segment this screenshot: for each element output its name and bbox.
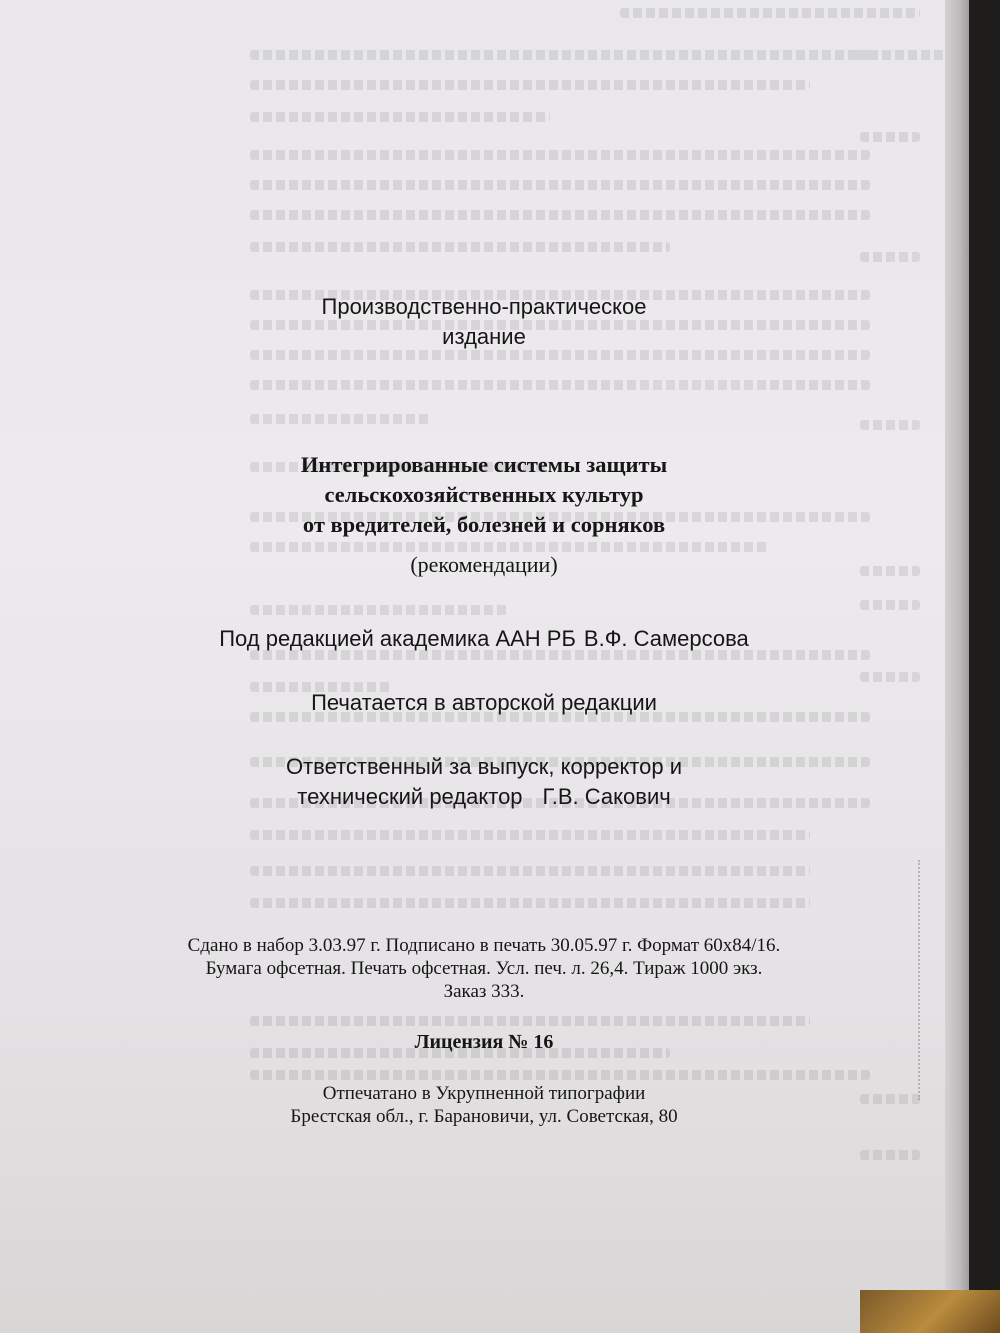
edition-type-line-1: Производственно-практическое xyxy=(321,294,647,319)
edition-type xyxy=(0,292,968,352)
book-title xyxy=(0,450,968,540)
print-note xyxy=(0,688,968,718)
editor-prefix: Под редакцией академика ААН РБ xyxy=(219,626,576,651)
binding-stitch-marks xyxy=(918,860,928,1100)
page-edge xyxy=(945,0,969,1333)
editor-credit xyxy=(0,624,968,654)
imprint-line-2: Бумага офсетная. Печать офсетная. Усл. печ. л. 26,4. Тираж 1000 экз. xyxy=(205,958,763,979)
printer-info xyxy=(0,1082,968,1128)
book-title-line-3: от вредителей, болезней и сорняков xyxy=(302,512,666,537)
responsible-name: Г.В. Сакович xyxy=(542,784,671,809)
imprint-block xyxy=(0,934,968,1003)
editor-name: В.Ф. Самерсова xyxy=(583,626,749,651)
license-text: Лицензия № 16 xyxy=(414,1031,554,1053)
responsible-line-1: Ответственный за выпуск, корректор и xyxy=(285,754,683,779)
background-fabric xyxy=(860,1290,1000,1333)
edition-type-line-2: издание xyxy=(442,324,526,349)
book-title-line-2: сельскохозяйственных культур xyxy=(324,482,644,507)
print-note-text: Печатается в авторской редакции xyxy=(311,690,657,715)
book-subtitle-text: (рекомендации) xyxy=(410,552,558,577)
imprint-line-3: Заказ 333. xyxy=(443,981,525,1002)
printer-line-1: Отпечатано в Укрупненной типографии xyxy=(322,1083,646,1104)
responsible-line-2-prefix: технический редактор xyxy=(297,784,523,809)
license xyxy=(0,1030,968,1054)
responsible-credit xyxy=(0,752,968,812)
book-title-line-1: Интегрированные системы защиты xyxy=(300,452,668,477)
printer-line-2: Брестская обл., г. Барановичи, ул. Советская, 80 xyxy=(290,1106,678,1127)
book-subtitle xyxy=(0,550,968,580)
imprint-line-1: Сдано в набор 3.03.97 г. Подписано в печать 30.05.97 г. Формат 60х84/16. xyxy=(187,935,781,956)
